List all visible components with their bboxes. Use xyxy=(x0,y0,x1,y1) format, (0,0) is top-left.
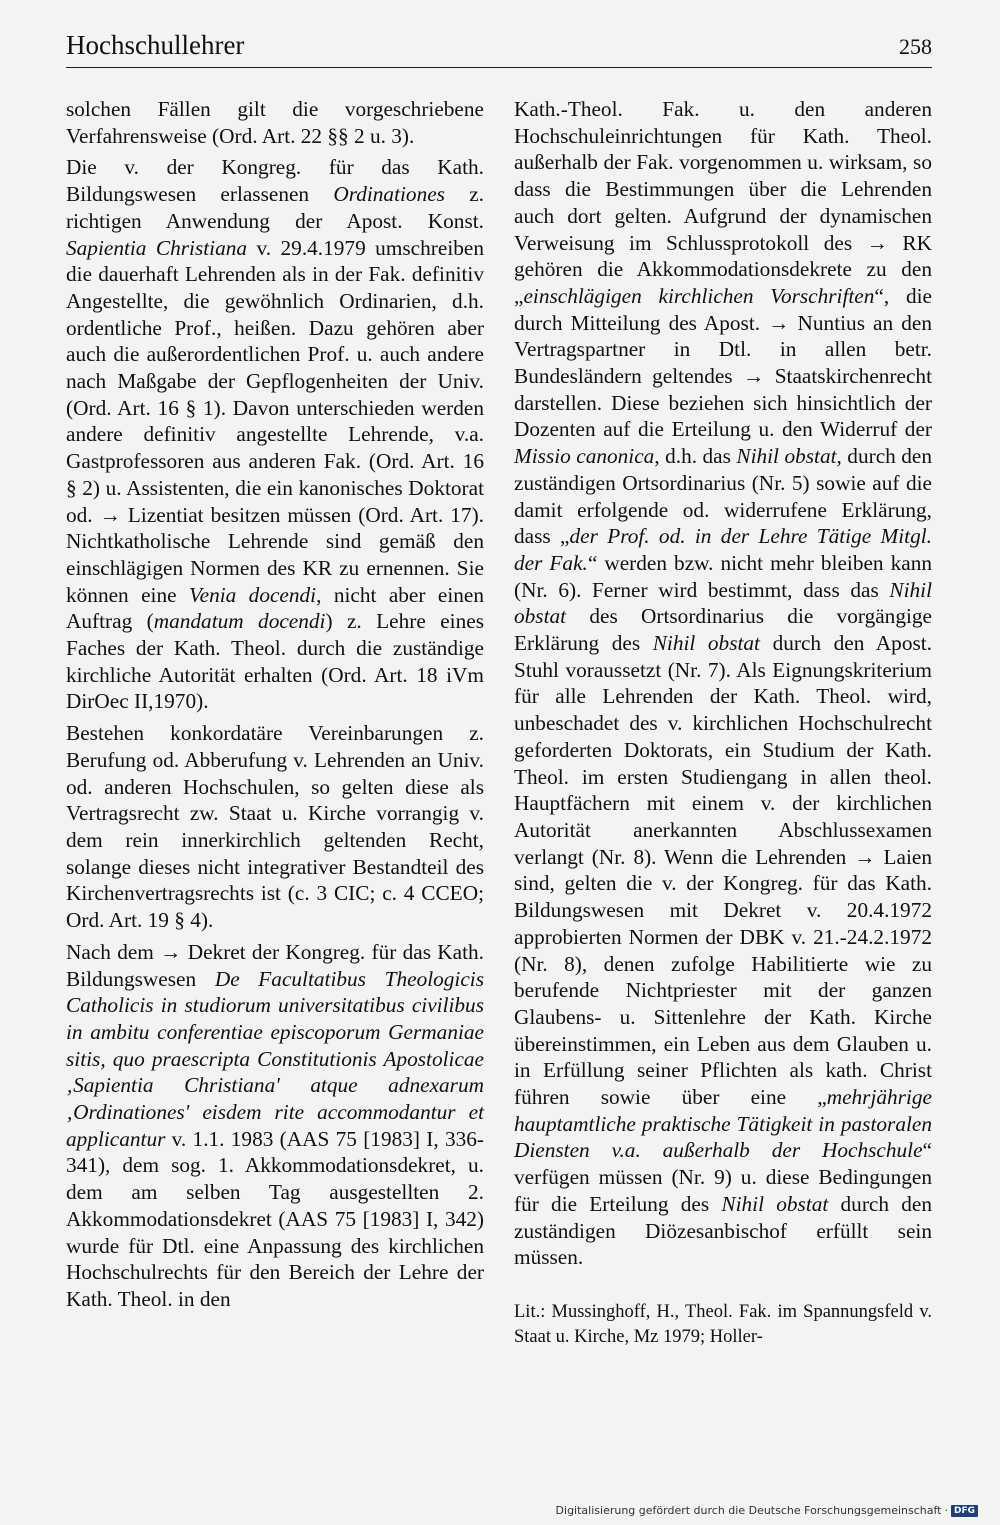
italic-text: Nihil obstat xyxy=(514,577,932,629)
italic-text: Venia docendi xyxy=(188,582,317,607)
italic-text: Ordinationes xyxy=(333,182,445,207)
italic-text: Sapientia Christiana xyxy=(66,235,248,260)
text-run: v. 29.4.1979 umschreiben die dauerhaft Lehrenden als in der Fak. definitiv Angestellte, die gewöhnlich Ordinarien, d.h. ordentliche Prof., heißen. Dazu gehören aber auch die außerordentlichen Prof. u. auch andere nach Maßgabe der Gepflogenheiten der Univ. (Ord. Art. 16 § 1). Davon unterschieden werden andere definitiv angestellte Lehrende, v.a. Gastprofessoren aus anderen Fak. (Ord. Art. 16 § 2) u. Assistenten, die ein kanonisches Doktorat od. → Lizentiat besitzen müssen (Ord. Art. 17). Nichtkatholische Lehrende sind gemäß den einschlägigen Normen des KR zu ernennen. Sie können eine xyxy=(66,235,484,607)
italic-text: Nihil obstat xyxy=(721,1191,829,1216)
text-run: “ verfügen müssen (Nr. 9) u. diese Bedingungen für die Erteilung des xyxy=(514,1138,932,1216)
left_column-paragraph xyxy=(66,720,484,934)
text-run: durch den zuständigen Diözesanbischof erfüllt sein müssen. xyxy=(514,1191,933,1270)
right-column xyxy=(514,96,932,1355)
italic-text: Nihil obstat xyxy=(736,444,837,469)
left-column xyxy=(66,96,484,1318)
text-run: Die v. der Kongreg. für das Kath. Bildungswesen erlassenen xyxy=(66,155,484,207)
left_column-paragraph xyxy=(66,939,484,1313)
text-run: v. 1.1. 1983 (AAS 75 [1983] I, 336-341), dem sog. 1. Akkommodationsdekret, u. dem am selben Tag ausgestellten 2. Akkommodationsdekret (AAS 75 [1983] I, 342) wurde für Dtl. eine Anpassung des kirchlichen Hochschulrechts für den Bereich der Lehre der Kath. Theol. in den xyxy=(66,1126,484,1311)
page-number: 258 xyxy=(899,34,932,59)
literature-reference: Lit.: Mussinghoff, H., Theol. Fak. im Spannungsfeld v. Staat u. Kirche, Mz 1979; Holler- xyxy=(514,1301,932,1347)
italic-text: der Prof. od. in der Lehre Tätige Mitgl. der Fak. xyxy=(514,524,932,575)
italic-text: Missio canonica xyxy=(514,444,655,469)
text-run: z. richtigen Anwendung der Apost. Konst. xyxy=(66,182,484,233)
running-title: Hochschullehrer xyxy=(66,30,245,60)
italic-text: mehrjährige hauptamtliche praktische Tätigkeit in pastoralen Diensten v.a. außerhalb der Hochschule xyxy=(514,1085,932,1163)
dfg-logo: DFG xyxy=(951,1505,978,1517)
text-run: solchen Fällen gilt die vorgeschriebene Verfahrensweise (Ord. Art. 22 §§ 2 u. 3). xyxy=(66,97,484,148)
text-run: durch den Apost. Stuhl voraussetzt (Nr. 7). Als Eignungskriterium für alle Lehrenden der Kath. Theol. wird, unbeschadet des v. kirchlichen Hochschulrecht geforderten Doktorats, ein Studium der Kath. Theol. im ersten Studiengang in allen theol. Hauptfächern mit einem v. der kirchlichen Autorität anerkannten Abschlussexamen verlangt (Nr. 8). Wenn die Lehrenden → Laien sind, gelten die v. der Kongreg. für das Kath. Bildungswesen mit Dekret v. 20.4.1972 approbierten Normen der DBK v. 21.-24.2.1972 (Nr. 8), denen zufolge Habilitierte wie zu berufende Nichtpriester mit der ganzen Glaubens- u. Sittenlehre der Kath. Kirche übereinstimmen, ein Leben aus dem Glauben u. in Erfüllung seiner Pflichten als kath. Christ führen sowie über eine „ xyxy=(514,631,933,1110)
italic-text: einschlägigen kirchlichen Vorschriften xyxy=(523,283,875,308)
left_column-paragraph xyxy=(66,154,484,715)
footer-credit: Digitalisierung gefördert durch die Deutsche Forschungsgemeinschaft xyxy=(555,1504,942,1517)
text-run: Nach dem → Dekret der Kongreg. für das Kath. Bildungswesen xyxy=(66,939,484,991)
italic-text: De Facultatibus Theologicis Catholicis in studiorum universitatibus civilibus in ambitu conferentiae episcoporum Germaniae sitis, quo praescripta Constitutionis Apostolicae ‚Sapientia Christiana' atque adnexarum ‚Ordinationes' eisdem rite accommodantur et applicantur xyxy=(66,966,485,1151)
left_column-paragraph xyxy=(66,96,484,149)
header-rule xyxy=(66,67,932,68)
text-run: Bestehen konkordatäre Vereinbarungen z. Berufung od. Abberufung v. Lehrenden an Univ. od. anderen Hochschulen, so gelten diese als Vertragsrecht zw. Staat u. Kirche vorrangig v. dem rein innerkirchlich geltenden Recht, solange dieses nicht integrativer Bestandteil des Kirchenvertragsrechts ist (c. 3 CIC; c. 4 CCEO; Ord. Art. 19 § 4). xyxy=(66,721,484,933)
right_column-paragraph xyxy=(514,96,932,1271)
page-header xyxy=(66,28,932,66)
italic-text: mandatum docendi xyxy=(153,609,326,634)
text-run: ) z. Lehre eines Faches der Kath. Theol. durch die zuständige kirchliche Autorität erhalten (Ord. Art. 18 iVm DirOec II,1970). xyxy=(66,609,484,714)
text-run: “, die durch Mitteilung des Apost. → Nuntius an den Vertragspartner in Dtl. in allen betr. Bundesländern geltendes → Staatskirchenrecht darstellen. Diese beziehen sich hinsichtlich der Dozenten auf die Erteilung u. den Widerruf der xyxy=(514,283,932,442)
text-run: , durch den zuständigen Ortsordinarius (Nr. 5) sowie auf die damit erfolgende od. widerrufene Erklärung, dass „ xyxy=(514,444,932,549)
footer: Digitalisierung gefördert durch die Deutsche Forschungsgemeinschaft · DFG xyxy=(556,1504,978,1517)
text-run: des Ortsordinarius die vorgängige Erklärung des xyxy=(514,604,932,656)
italic-text: Nihil obstat xyxy=(652,631,760,656)
text-run: , nicht aber einen Auftrag ( xyxy=(66,582,484,634)
text-run: Kath.-Theol. Fak. u. den anderen Hochschuleinrichtungen für Kath. Theol. außerhalb der Fak. vorgenommen u. wirksam, so dass die Bestimmungen über die Lehrenden auch dort gelten. Aufgrund der dynamischen Verweisung im Schlussprotokoll des → RK gehören die Akkommodationsdekrete zu den „ xyxy=(514,97,932,308)
text-run: , d.h. das xyxy=(654,444,737,469)
text-run: “ werden bzw. nicht mehr bleiben kann (Nr. 6). Ferner wird bestimmt, dass das xyxy=(514,550,932,602)
